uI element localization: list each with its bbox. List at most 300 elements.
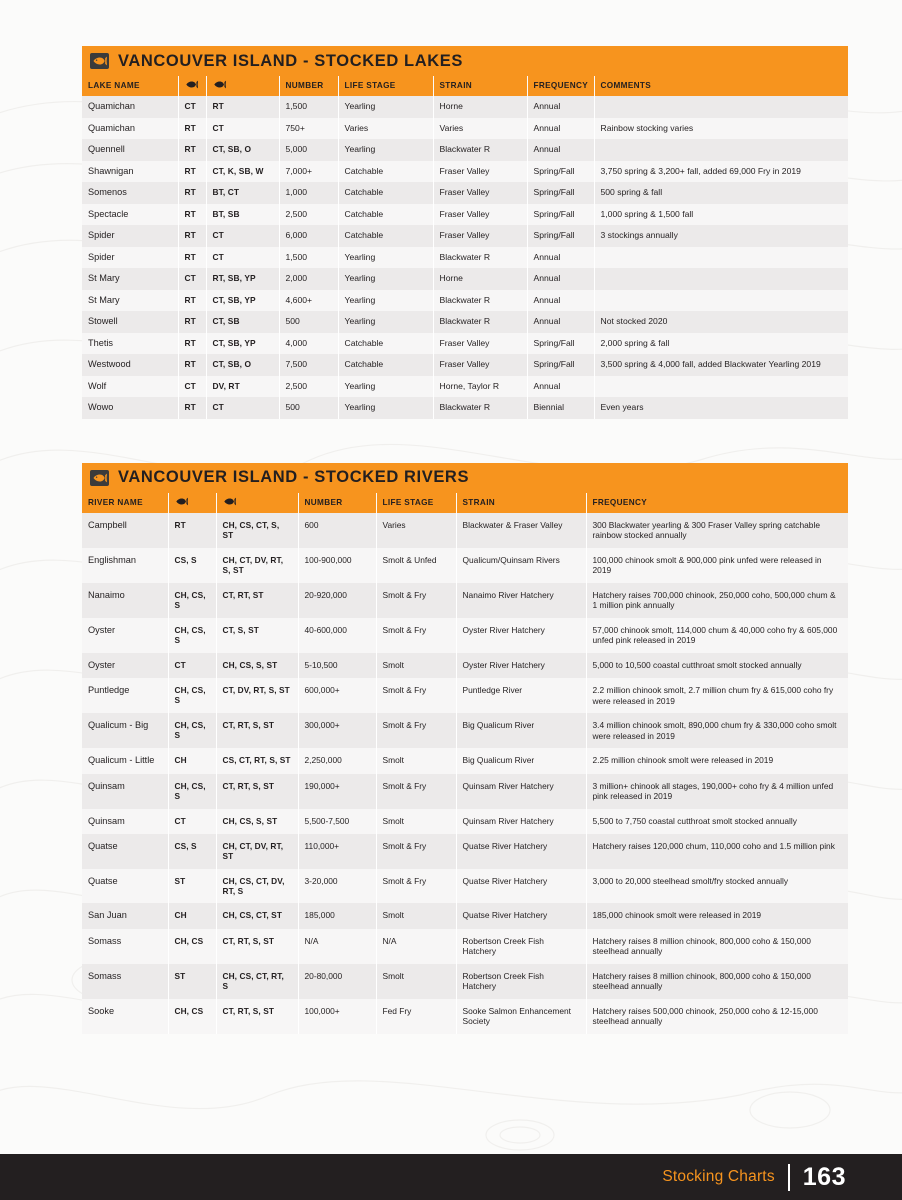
table-cell: CH, CS, S, ST bbox=[216, 653, 298, 679]
table-cell: Smolt & Unfed bbox=[376, 548, 456, 583]
col-river-name: RIVER NAME bbox=[82, 493, 168, 513]
table-stocked-lakes bbox=[82, 76, 848, 419]
table-cell bbox=[594, 290, 848, 312]
table-cell: Horne bbox=[433, 268, 527, 290]
table-row bbox=[82, 653, 848, 679]
table-cell: N/A bbox=[298, 929, 376, 964]
table-cell: 2,000 spring & fall bbox=[594, 333, 848, 355]
table-stocked-rivers bbox=[82, 493, 848, 1034]
table-cell: Spring/Fall bbox=[527, 182, 594, 204]
table-cell: Qualicum - Little bbox=[82, 748, 168, 774]
table-cell: 5,000 to 10,500 coastal cutthroat smolt stocked annually bbox=[586, 653, 848, 679]
table-cell: CT, RT, S, ST bbox=[216, 999, 298, 1034]
table-cell: 2,500 bbox=[279, 204, 338, 226]
table-cell: Stowell bbox=[82, 311, 178, 333]
table-cell: RT bbox=[178, 354, 206, 376]
table-cell: DV, RT bbox=[206, 376, 279, 398]
table-cell: CT, SB, YP bbox=[206, 333, 279, 355]
table-row bbox=[82, 513, 848, 548]
table-cell: Yearling bbox=[338, 247, 433, 269]
table-cell: CS, S bbox=[168, 548, 216, 583]
table-cell: CT, RT, ST bbox=[216, 583, 298, 618]
table-cell: 4,000 bbox=[279, 333, 338, 355]
table-row bbox=[82, 311, 848, 333]
table-cell: Catchable bbox=[338, 204, 433, 226]
table-row bbox=[82, 583, 848, 618]
table-cell: San Juan bbox=[82, 903, 168, 929]
table-cell: Blackwater R bbox=[433, 247, 527, 269]
table-cell: RT bbox=[206, 96, 279, 118]
table-cell: Oyster River Hatchery bbox=[456, 653, 586, 679]
table-row bbox=[82, 809, 848, 835]
table-cell: Blackwater & Fraser Valley bbox=[456, 513, 586, 548]
fish-icon bbox=[213, 80, 226, 89]
col-life-stage: LIFE STAGE bbox=[376, 493, 456, 513]
table-cell bbox=[594, 268, 848, 290]
col-comments: COMMENTS bbox=[594, 76, 848, 96]
table-cell: CH, CT, DV, RT, S, ST bbox=[216, 548, 298, 583]
table-cell: CT, SB bbox=[206, 311, 279, 333]
table-cell: Thetis bbox=[82, 333, 178, 355]
table-cell: Annual bbox=[527, 311, 594, 333]
table-cell: Fraser Valley bbox=[433, 333, 527, 355]
table-row bbox=[82, 774, 848, 809]
fish-icon bbox=[223, 497, 236, 506]
table-cell bbox=[594, 376, 848, 398]
table-row bbox=[82, 268, 848, 290]
table-cell: Catchable bbox=[338, 182, 433, 204]
table-cell: RT bbox=[178, 333, 206, 355]
table-cell: 2,500 bbox=[279, 376, 338, 398]
table-cell: 7,500 bbox=[279, 354, 338, 376]
table-cell: Spring/Fall bbox=[527, 225, 594, 247]
table-row bbox=[82, 869, 848, 904]
table-cell: Catchable bbox=[338, 161, 433, 183]
table-cell: Annual bbox=[527, 290, 594, 312]
table-cell: CH bbox=[168, 903, 216, 929]
col-strain: STRAIN bbox=[433, 76, 527, 96]
table-cell: CS, CT, RT, S, ST bbox=[216, 748, 298, 774]
col-number: NUMBER bbox=[298, 493, 376, 513]
table-cell: CH, CS, S bbox=[168, 618, 216, 653]
table-cell: 1,000 spring & 1,500 fall bbox=[594, 204, 848, 226]
table-cell: Catchable bbox=[338, 225, 433, 247]
table-cell: Oyster River Hatchery bbox=[456, 618, 586, 653]
table-cell: 6,000 bbox=[279, 225, 338, 247]
table-header-row bbox=[82, 76, 848, 96]
table-cell: Fed Fry bbox=[376, 999, 456, 1034]
table-cell: RT, SB, YP bbox=[206, 268, 279, 290]
table-row bbox=[82, 225, 848, 247]
table-cell: Blackwater R bbox=[433, 397, 527, 419]
table-row bbox=[82, 618, 848, 653]
table-cell: 600 bbox=[298, 513, 376, 548]
table-cell: RT bbox=[178, 204, 206, 226]
table-cell: 20-80,000 bbox=[298, 964, 376, 999]
table-cell: Hatchery raises 700,000 chinook, 250,000 coho, 500,000 chum & 1 million pink annually bbox=[586, 583, 848, 618]
table-cell: 110,000+ bbox=[298, 834, 376, 869]
table-cell: 100-900,000 bbox=[298, 548, 376, 583]
table-cell: Annual bbox=[527, 118, 594, 140]
table-cell: Horne, Taylor R bbox=[433, 376, 527, 398]
table-cell: Puntledge bbox=[82, 678, 168, 713]
table-cell bbox=[594, 139, 848, 161]
table-cell: 3-20,000 bbox=[298, 869, 376, 904]
table-cell: Annual bbox=[527, 96, 594, 118]
table-row bbox=[82, 290, 848, 312]
table-cell: 500 bbox=[279, 311, 338, 333]
table-cell: Big Qualicum River bbox=[456, 713, 586, 748]
table-cell: 2.25 million chinook smolt were released in 2019 bbox=[586, 748, 848, 774]
table-cell: RT bbox=[178, 290, 206, 312]
table-cell: CH, CS, CT, DV, RT, S bbox=[216, 869, 298, 904]
table-row bbox=[82, 376, 848, 398]
table-cell: Even years bbox=[594, 397, 848, 419]
table-row bbox=[82, 333, 848, 355]
table-cell: Catchable bbox=[338, 333, 433, 355]
table-cell: CT, RT, S, ST bbox=[216, 929, 298, 964]
col-frequency: FREQUENCY bbox=[586, 493, 848, 513]
table-cell: 5,500 to 7,750 coastal cutthroat smolt stocked annually bbox=[586, 809, 848, 835]
col-species-other bbox=[206, 76, 279, 96]
col-life-stage: LIFE STAGE bbox=[338, 76, 433, 96]
footer-label: Stocking Charts bbox=[662, 1168, 775, 1185]
table-row bbox=[82, 548, 848, 583]
table-cell: Yearling bbox=[338, 311, 433, 333]
table-cell: CH, CS, CT, RT, S bbox=[216, 964, 298, 999]
table-cell: CT, SB, O bbox=[206, 354, 279, 376]
table-cell: Big Qualicum River bbox=[456, 748, 586, 774]
table-cell: St Mary bbox=[82, 290, 178, 312]
table-cell: Quinsam River Hatchery bbox=[456, 774, 586, 809]
table-cell: 3,500 spring & 4,000 fall, added Blackwater Yearling 2019 bbox=[594, 354, 848, 376]
table-cell: 2.2 million chinook smolt, 2.7 million chum fry & 615,000 coho fry were released in 2019 bbox=[586, 678, 848, 713]
table-cell: RT bbox=[168, 513, 216, 548]
table-cell: Blackwater R bbox=[433, 290, 527, 312]
table-cell: 185,000 chinook smolt were released in 2019 bbox=[586, 903, 848, 929]
table-cell: CH, CS, CT, S, ST bbox=[216, 513, 298, 548]
table-cell: Catchable bbox=[338, 354, 433, 376]
fish-icon bbox=[90, 53, 109, 69]
table-head-rivers bbox=[82, 493, 848, 513]
table-cell: 1,000 bbox=[279, 182, 338, 204]
table-cell: ST bbox=[168, 964, 216, 999]
table-cell: Puntledge River bbox=[456, 678, 586, 713]
table-cell: 40-600,000 bbox=[298, 618, 376, 653]
table-cell: Smolt & Fry bbox=[376, 678, 456, 713]
table-cell: Fraser Valley bbox=[433, 204, 527, 226]
table-cell: 5-10,500 bbox=[298, 653, 376, 679]
section-header-rivers bbox=[82, 463, 848, 493]
table-cell: CT bbox=[168, 653, 216, 679]
table-cell: Quinsam bbox=[82, 809, 168, 835]
table-cell: Spider bbox=[82, 225, 178, 247]
table-cell: Spring/Fall bbox=[527, 204, 594, 226]
table-cell: Somass bbox=[82, 929, 168, 964]
table-cell: Quatse bbox=[82, 834, 168, 869]
table-cell: 3 million+ chinook all stages, 190,000+ coho fry & 4 million unfed pink released in 2019 bbox=[586, 774, 848, 809]
table-cell: CT, K, SB, W bbox=[206, 161, 279, 183]
table-row bbox=[82, 247, 848, 269]
table-cell: CS, S bbox=[168, 834, 216, 869]
table-row bbox=[82, 834, 848, 869]
table-cell: RT bbox=[178, 225, 206, 247]
table-cell: CT bbox=[206, 397, 279, 419]
table-cell: Annual bbox=[527, 268, 594, 290]
table-cell: RT bbox=[178, 118, 206, 140]
table-cell: Spring/Fall bbox=[527, 333, 594, 355]
table-cell: Quatse River Hatchery bbox=[456, 903, 586, 929]
table-cell: CH, CS, S bbox=[168, 678, 216, 713]
table-cell: CT, DV, RT, S, ST bbox=[216, 678, 298, 713]
table-cell: CT, S, ST bbox=[216, 618, 298, 653]
table-cell: Somenos bbox=[82, 182, 178, 204]
table-cell: Robertson Creek Fish Hatchery bbox=[456, 929, 586, 964]
table-cell: 3,000 to 20,000 steelhead smolt/fry stocked annually bbox=[586, 869, 848, 904]
table-cell: Fraser Valley bbox=[433, 225, 527, 247]
table-cell: CH, CS, S, ST bbox=[216, 809, 298, 835]
table-row bbox=[82, 204, 848, 226]
table-cell: Annual bbox=[527, 376, 594, 398]
table-cell: RT bbox=[178, 139, 206, 161]
table-cell: Sooke bbox=[82, 999, 168, 1034]
table-cell: Oyster bbox=[82, 653, 168, 679]
table-cell: CT bbox=[178, 268, 206, 290]
table-cell: Quatse River Hatchery bbox=[456, 869, 586, 904]
table-cell: Varies bbox=[376, 513, 456, 548]
table-cell: CH, CS, S bbox=[168, 713, 216, 748]
table-cell: Quamichan bbox=[82, 118, 178, 140]
table-row bbox=[82, 903, 848, 929]
fish-icon bbox=[90, 470, 109, 486]
table-cell: 5,500-7,500 bbox=[298, 809, 376, 835]
table-cell: 5,000 bbox=[279, 139, 338, 161]
table-cell: Quennell bbox=[82, 139, 178, 161]
table-cell bbox=[594, 96, 848, 118]
table-cell: CH, CS, S bbox=[168, 774, 216, 809]
table-row bbox=[82, 118, 848, 140]
table-cell: Biennial bbox=[527, 397, 594, 419]
table-cell: Hatchery raises 8 million chinook, 800,000 coho & 150,000 steelhead annually bbox=[586, 929, 848, 964]
table-cell: Hatchery raises 120,000 chum, 110,000 coho and 1.5 million pink bbox=[586, 834, 848, 869]
table-cell: Yearling bbox=[338, 376, 433, 398]
table-cell: Wolf bbox=[82, 376, 178, 398]
table-cell: CH, CS bbox=[168, 999, 216, 1034]
col-frequency: FREQUENCY bbox=[527, 76, 594, 96]
table-cell: 1,500 bbox=[279, 96, 338, 118]
section-spacer bbox=[82, 419, 848, 463]
table-cell: Smolt & Fry bbox=[376, 618, 456, 653]
table-cell: Yearling bbox=[338, 268, 433, 290]
table-cell: Nanaimo bbox=[82, 583, 168, 618]
table-cell: RT bbox=[178, 311, 206, 333]
table-cell: 3.4 million chinook smolt, 890,000 chum fry & 330,000 coho smolt were released in 2019 bbox=[586, 713, 848, 748]
table-cell: Nanaimo River Hatchery bbox=[456, 583, 586, 618]
table-row bbox=[82, 678, 848, 713]
page-number: 163 bbox=[802, 1162, 846, 1191]
table-cell: CH, CT, DV, RT, ST bbox=[216, 834, 298, 869]
table-cell: Englishman bbox=[82, 548, 168, 583]
table-cell: CT, SB, O bbox=[206, 139, 279, 161]
table-cell: RT bbox=[178, 397, 206, 419]
table-cell: Varies bbox=[433, 118, 527, 140]
table-cell: ST bbox=[168, 869, 216, 904]
table-cell: 3,750 spring & 3,200+ fall, added 69,000 Fry in 2019 bbox=[594, 161, 848, 183]
table-body-rivers bbox=[82, 513, 848, 1034]
table-cell: Robertson Creek Fish Hatchery bbox=[456, 964, 586, 999]
table-cell: Oyster bbox=[82, 618, 168, 653]
table-row bbox=[82, 964, 848, 999]
table-cell: CT bbox=[178, 96, 206, 118]
section-title-rivers: VANCOUVER ISLAND - STOCKED RIVERS bbox=[118, 468, 470, 486]
table-cell: 750+ bbox=[279, 118, 338, 140]
table-head-lakes bbox=[82, 76, 848, 96]
table-cell: CH, CS, S bbox=[168, 583, 216, 618]
table-cell: 2,250,000 bbox=[298, 748, 376, 774]
table-cell: Fraser Valley bbox=[433, 182, 527, 204]
table-cell: Smolt & Fry bbox=[376, 869, 456, 904]
table-cell: CT bbox=[168, 809, 216, 835]
table-cell: Smolt & Fry bbox=[376, 713, 456, 748]
table-row bbox=[82, 999, 848, 1034]
table-cell: 3 stockings annually bbox=[594, 225, 848, 247]
table-cell: 4,600+ bbox=[279, 290, 338, 312]
table-cell: Westwood bbox=[82, 354, 178, 376]
table-cell: Quatse bbox=[82, 869, 168, 904]
table-cell: N/A bbox=[376, 929, 456, 964]
table-cell: Qualicum/Quinsam Rivers bbox=[456, 548, 586, 583]
table-cell: Yearling bbox=[338, 96, 433, 118]
table-cell: Spring/Fall bbox=[527, 161, 594, 183]
table-cell: 2,000 bbox=[279, 268, 338, 290]
table-cell: 300,000+ bbox=[298, 713, 376, 748]
table-cell: Smolt & Fry bbox=[376, 774, 456, 809]
table-cell: BT, CT bbox=[206, 182, 279, 204]
footer-divider bbox=[788, 1164, 790, 1191]
table-cell: Yearling bbox=[338, 290, 433, 312]
table-cell: 7,000+ bbox=[279, 161, 338, 183]
table-cell: CH, CS bbox=[168, 929, 216, 964]
table-cell: 185,000 bbox=[298, 903, 376, 929]
col-strain: STRAIN bbox=[456, 493, 586, 513]
table-cell: Blackwater R bbox=[433, 311, 527, 333]
table-cell: Smolt bbox=[376, 903, 456, 929]
table-cell: Quatse River Hatchery bbox=[456, 834, 586, 869]
table-row bbox=[82, 139, 848, 161]
table-cell: 100,000 chinook smolt & 900,000 pink unfed were released in 2019 bbox=[586, 548, 848, 583]
table-cell: CT, SB, YP bbox=[206, 290, 279, 312]
table-cell: 500 bbox=[279, 397, 338, 419]
table-row bbox=[82, 397, 848, 419]
col-lake-name: LAKE NAME bbox=[82, 76, 178, 96]
table-cell: Fraser Valley bbox=[433, 354, 527, 376]
table-cell: Smolt bbox=[376, 653, 456, 679]
table-cell: Yearling bbox=[338, 397, 433, 419]
table-row bbox=[82, 354, 848, 376]
table-cell: CT, RT, S, ST bbox=[216, 774, 298, 809]
table-cell: Smolt bbox=[376, 748, 456, 774]
table-cell: Quinsam bbox=[82, 774, 168, 809]
table-body-lakes bbox=[82, 96, 848, 419]
table-cell: 57,000 chinook smolt, 114,000 chum & 40,000 coho fry & 605,000 unfed pink released in 2019 bbox=[586, 618, 848, 653]
table-cell: 100,000+ bbox=[298, 999, 376, 1034]
table-row bbox=[82, 161, 848, 183]
section-header-lakes bbox=[82, 46, 848, 76]
table-cell: Campbell bbox=[82, 513, 168, 548]
table-cell: Smolt bbox=[376, 809, 456, 835]
table-cell: CT bbox=[206, 118, 279, 140]
table-cell: Quinsam River Hatchery bbox=[456, 809, 586, 835]
table-cell: CH bbox=[168, 748, 216, 774]
table-cell: BT, SB bbox=[206, 204, 279, 226]
table-cell: Qualicum - Big bbox=[82, 713, 168, 748]
table-cell: Varies bbox=[338, 118, 433, 140]
table-cell: Not stocked 2020 bbox=[594, 311, 848, 333]
table-cell: CT bbox=[206, 225, 279, 247]
table-cell: CT bbox=[178, 376, 206, 398]
table-cell: CH, CS, CT, ST bbox=[216, 903, 298, 929]
table-cell: Blackwater R bbox=[433, 139, 527, 161]
table-cell: Smolt bbox=[376, 964, 456, 999]
table-cell: 500 spring & fall bbox=[594, 182, 848, 204]
table-cell: Spectacle bbox=[82, 204, 178, 226]
table-cell: 1,500 bbox=[279, 247, 338, 269]
fish-icon bbox=[185, 80, 198, 89]
table-cell: CT bbox=[206, 247, 279, 269]
table-cell: Hatchery raises 8 million chinook, 800,000 coho & 150,000 steelhead annually bbox=[586, 964, 848, 999]
col-number: NUMBER bbox=[279, 76, 338, 96]
table-cell: Smolt & Fry bbox=[376, 834, 456, 869]
table-header-row bbox=[82, 493, 848, 513]
table-cell: RT bbox=[178, 182, 206, 204]
table-cell: Somass bbox=[82, 964, 168, 999]
table-cell: 190,000+ bbox=[298, 774, 376, 809]
section-title-lakes: VANCOUVER ISLAND - STOCKED LAKES bbox=[118, 51, 463, 70]
table-cell: Shawnigan bbox=[82, 161, 178, 183]
table-row bbox=[82, 713, 848, 748]
table-cell: Wowo bbox=[82, 397, 178, 419]
table-cell bbox=[594, 247, 848, 269]
table-cell: Sooke Salmon Enhancement Society bbox=[456, 999, 586, 1034]
table-cell: Smolt & Fry bbox=[376, 583, 456, 618]
table-row bbox=[82, 929, 848, 964]
table-cell: Horne bbox=[433, 96, 527, 118]
table-row bbox=[82, 96, 848, 118]
col-species-other bbox=[216, 493, 298, 513]
table-cell: Rainbow stocking varies bbox=[594, 118, 848, 140]
table-cell: Quamichan bbox=[82, 96, 178, 118]
page-footer bbox=[0, 1154, 902, 1200]
fish-icon bbox=[175, 497, 188, 506]
table-cell: 20-920,000 bbox=[298, 583, 376, 618]
table-cell: Spring/Fall bbox=[527, 354, 594, 376]
table-row bbox=[82, 182, 848, 204]
table-cell: St Mary bbox=[82, 268, 178, 290]
table-cell: Fraser Valley bbox=[433, 161, 527, 183]
table-cell: Hatchery raises 500,000 chinook, 250,000 coho & 12-15,000 steelhead annually bbox=[586, 999, 848, 1034]
table-cell: 300 Blackwater yearling & 300 Fraser Valley spring catchable rainbow stocked annually bbox=[586, 513, 848, 548]
table-cell: Yearling bbox=[338, 139, 433, 161]
table-cell: RT bbox=[178, 247, 206, 269]
table-cell: RT bbox=[178, 161, 206, 183]
col-species-primary bbox=[168, 493, 216, 513]
col-species-primary bbox=[178, 76, 206, 96]
table-row bbox=[82, 748, 848, 774]
table-cell: Spider bbox=[82, 247, 178, 269]
table-cell: Annual bbox=[527, 139, 594, 161]
table-cell: Annual bbox=[527, 247, 594, 269]
table-cell: CT, RT, S, ST bbox=[216, 713, 298, 748]
